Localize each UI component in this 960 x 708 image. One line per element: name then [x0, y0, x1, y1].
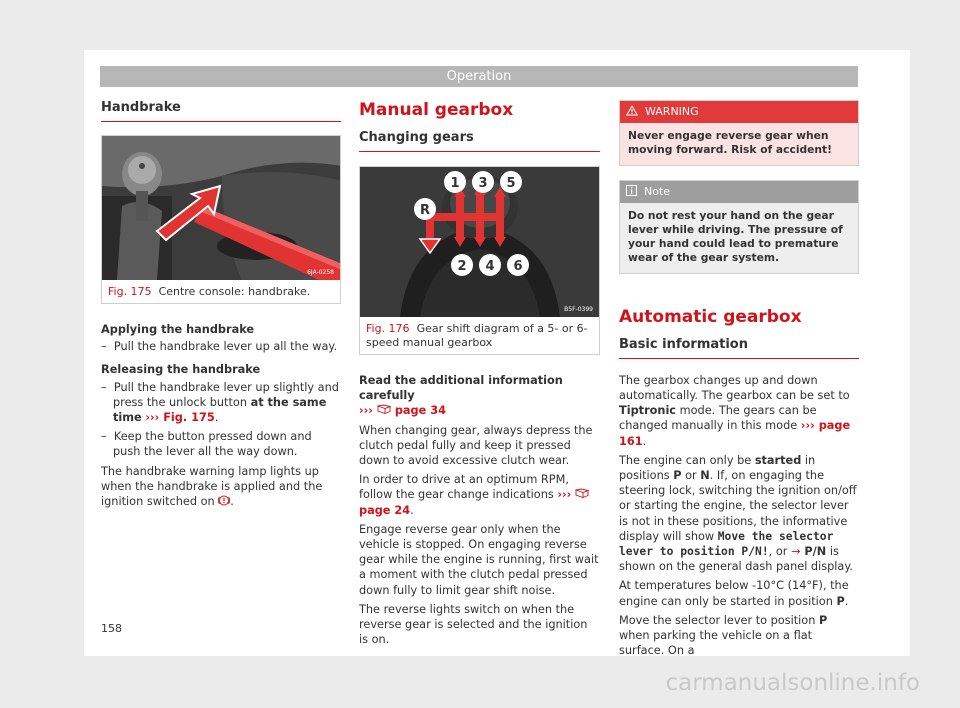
p2-n: N: [700, 469, 710, 482]
figure-caption: [102, 280, 340, 303]
apply-item-text: Pull the handbrake lever up all the way.: [113, 340, 338, 354]
gear-label-3: 3: [478, 176, 488, 191]
p1-end: .: [642, 434, 647, 448]
read-info-heading: Read the additional information carefully: [359, 374, 563, 403]
apply-heading: Applying the handbrake: [101, 323, 255, 336]
page-161-link[interactable]: ››› page 161: [619, 419, 851, 448]
column-handbrake: [101, 100, 341, 509]
temperature-paragraph: [619, 578, 859, 608]
section-title-handbrake: Handbrake: [101, 100, 341, 122]
reverse-lights-paragraph: The reverse lights switch on when the reverse gear is selected and the ignition is on.: [359, 602, 588, 647]
column-automatic-gearbox: [619, 100, 859, 658]
clutch-paragraph: When changing gear, always depress the clutch pedal fully and keep it pressed down to avoid excessive clutch wear.: [359, 423, 593, 468]
warning-text: Never engage reverse gear when moving forward. Risk of accident!: [620, 123, 858, 165]
page-header: Operation: [100, 66, 858, 87]
gearbox-photo: [360, 167, 599, 317]
rpm-paragraph: In order to drive at an optimum RPM, follow the gear change indications ››› page 24.: [359, 472, 600, 518]
display-message: Move the selector lever to position P/N!: [619, 529, 834, 559]
note-text: Do not rest your hand on the gear lever while driving. The pressure of your hand could lead to premature wear of the gear system.: [620, 203, 858, 273]
rpm-text: In order to drive at an optimum RPM, follow the gear change indications: [359, 473, 569, 502]
warning-label: WARNING: [645, 105, 699, 118]
subtitle-basic-information: Basic information: [619, 337, 859, 359]
arrow-icon: →: [790, 545, 801, 559]
warning-icon: [626, 105, 638, 116]
p2-c: in positions: [619, 453, 816, 482]
gear-label-6: 6: [513, 259, 523, 274]
gear-label-1: 1: [450, 176, 460, 191]
warning-header: [620, 101, 858, 123]
gear-label-4: 4: [485, 259, 495, 274]
reverse-gear-paragraph: Engage reverse gear only when the vehicle is stopped. On engaging reverse gear while the engine is running, first wait a moment with the clutch pedal pressed down fully to limit gear shift noise.: [359, 522, 599, 597]
note-header: [620, 181, 858, 203]
gear-label-r: R: [419, 203, 431, 218]
p2-h: , or: [768, 545, 791, 559]
p2-a: The engine can only be: [619, 453, 755, 467]
book-icon: [377, 404, 391, 415]
figure-code: 6JA-0258: [307, 269, 334, 276]
p3-a: At temperatures below -10°C (14°F), the engine can only be started in position: [619, 579, 849, 608]
note-label: Note: [644, 184, 671, 198]
release-item-1-bold: at the same time: [113, 395, 327, 425]
p2-j: is shown on the general dash panel display.: [619, 545, 854, 574]
subtitle-changing-gears: Changing gears: [359, 130, 600, 152]
p2-g: . If, on engaging the steering lock, switching the ignition on/off or starting the engine, the selector lever is not in these positions, the informative display will show: [619, 469, 857, 543]
page-34-link[interactable]: page 34: [394, 404, 446, 418]
book-icon: [575, 488, 589, 499]
gear-label-2: 2: [457, 259, 467, 274]
handbrake-illustration: [102, 136, 340, 280]
p4-c: when parking the vehicle on a flat surface. On a: [619, 629, 813, 658]
tiptronic-paragraph: [619, 373, 859, 449]
release-item-1-end: .: [214, 411, 219, 425]
start-positions-paragraph: [619, 453, 859, 575]
column-manual-gearbox: [359, 100, 600, 647]
warning-box: [619, 100, 859, 166]
watermark: carmanualsonline.info: [665, 670, 920, 696]
p2-pn: P/N: [800, 545, 827, 559]
figure-caption-text: Centre console: handbrake.: [158, 285, 311, 298]
release-item-1-text: Pull the handbrake lever up slightly and press the unlock button: [113, 380, 339, 409]
p1-bold: Tiptronic: [619, 404, 677, 418]
figure-176: [359, 166, 600, 355]
title-automatic-gearbox: Automatic gearbox: [619, 306, 802, 327]
release-item-1: – Pull the handbrake lever up slightly and press the unlock button at the same time ››› Fig. 175.: [101, 380, 339, 425]
title-manual-gearbox: Manual gearbox: [359, 100, 514, 120]
parking-paragraph: [619, 613, 859, 659]
warning-lamp-text: The handbrake warning lamp lights up when the handbrake is applied and the ignition switched on: [101, 464, 323, 509]
note-box: [619, 180, 859, 274]
p2-p: P: [673, 469, 682, 482]
page-number: 158: [101, 622, 122, 635]
figure-175: [101, 135, 341, 304]
figure-label: Fig. 175: [108, 285, 152, 298]
warning-lamp-paragraph: The handbrake warning lamp lights up when the handbrake is applied and the ignition switched on .: [101, 464, 323, 509]
figure-caption-text: Gear shift diagram of a 5- or 6-speed manual gearbox: [366, 322, 588, 349]
apply-item: – Pull the handbrake lever up all the way.: [101, 340, 338, 354]
figure-code: B5F-0399: [564, 306, 593, 313]
fig-175-link[interactable]: ››› Fig. 175: [145, 411, 215, 425]
figure-label: Fig. 176: [366, 322, 410, 335]
p3-p: P: [836, 594, 845, 608]
release-item-2: – Keep the button pressed down and push the lever all the way down.: [101, 430, 312, 459]
release-item-2-text: Keep the button pressed down and push the lever all the way down.: [113, 430, 312, 459]
p4-p: P: [818, 613, 828, 627]
figure-caption: [360, 317, 599, 354]
read-info-ref[interactable]: [359, 403, 600, 418]
p2-started: started: [754, 453, 802, 467]
page-24-link[interactable]: page 24: [359, 503, 411, 517]
gear-label-5: 5: [506, 176, 516, 191]
brake-warning-icon: [218, 495, 230, 506]
info-icon: [626, 185, 637, 196]
handbrake-photo: [102, 136, 340, 280]
p3-end: .: [844, 594, 849, 608]
p4-a: Move the selector lever to position: [619, 613, 819, 627]
release-heading: Releasing the handbrake: [101, 363, 261, 377]
p1-a: The gearbox changes up and down automatically. The gearbox can be set to: [619, 373, 850, 402]
p2-or: or: [681, 469, 701, 482]
ref-arrows: ›››: [359, 404, 373, 418]
ref-arrows: ›››: [557, 488, 572, 502]
p1-c: mode. The gears can be changed manually in this mode: [619, 404, 817, 433]
gear-shift-diagram: [360, 167, 599, 317]
